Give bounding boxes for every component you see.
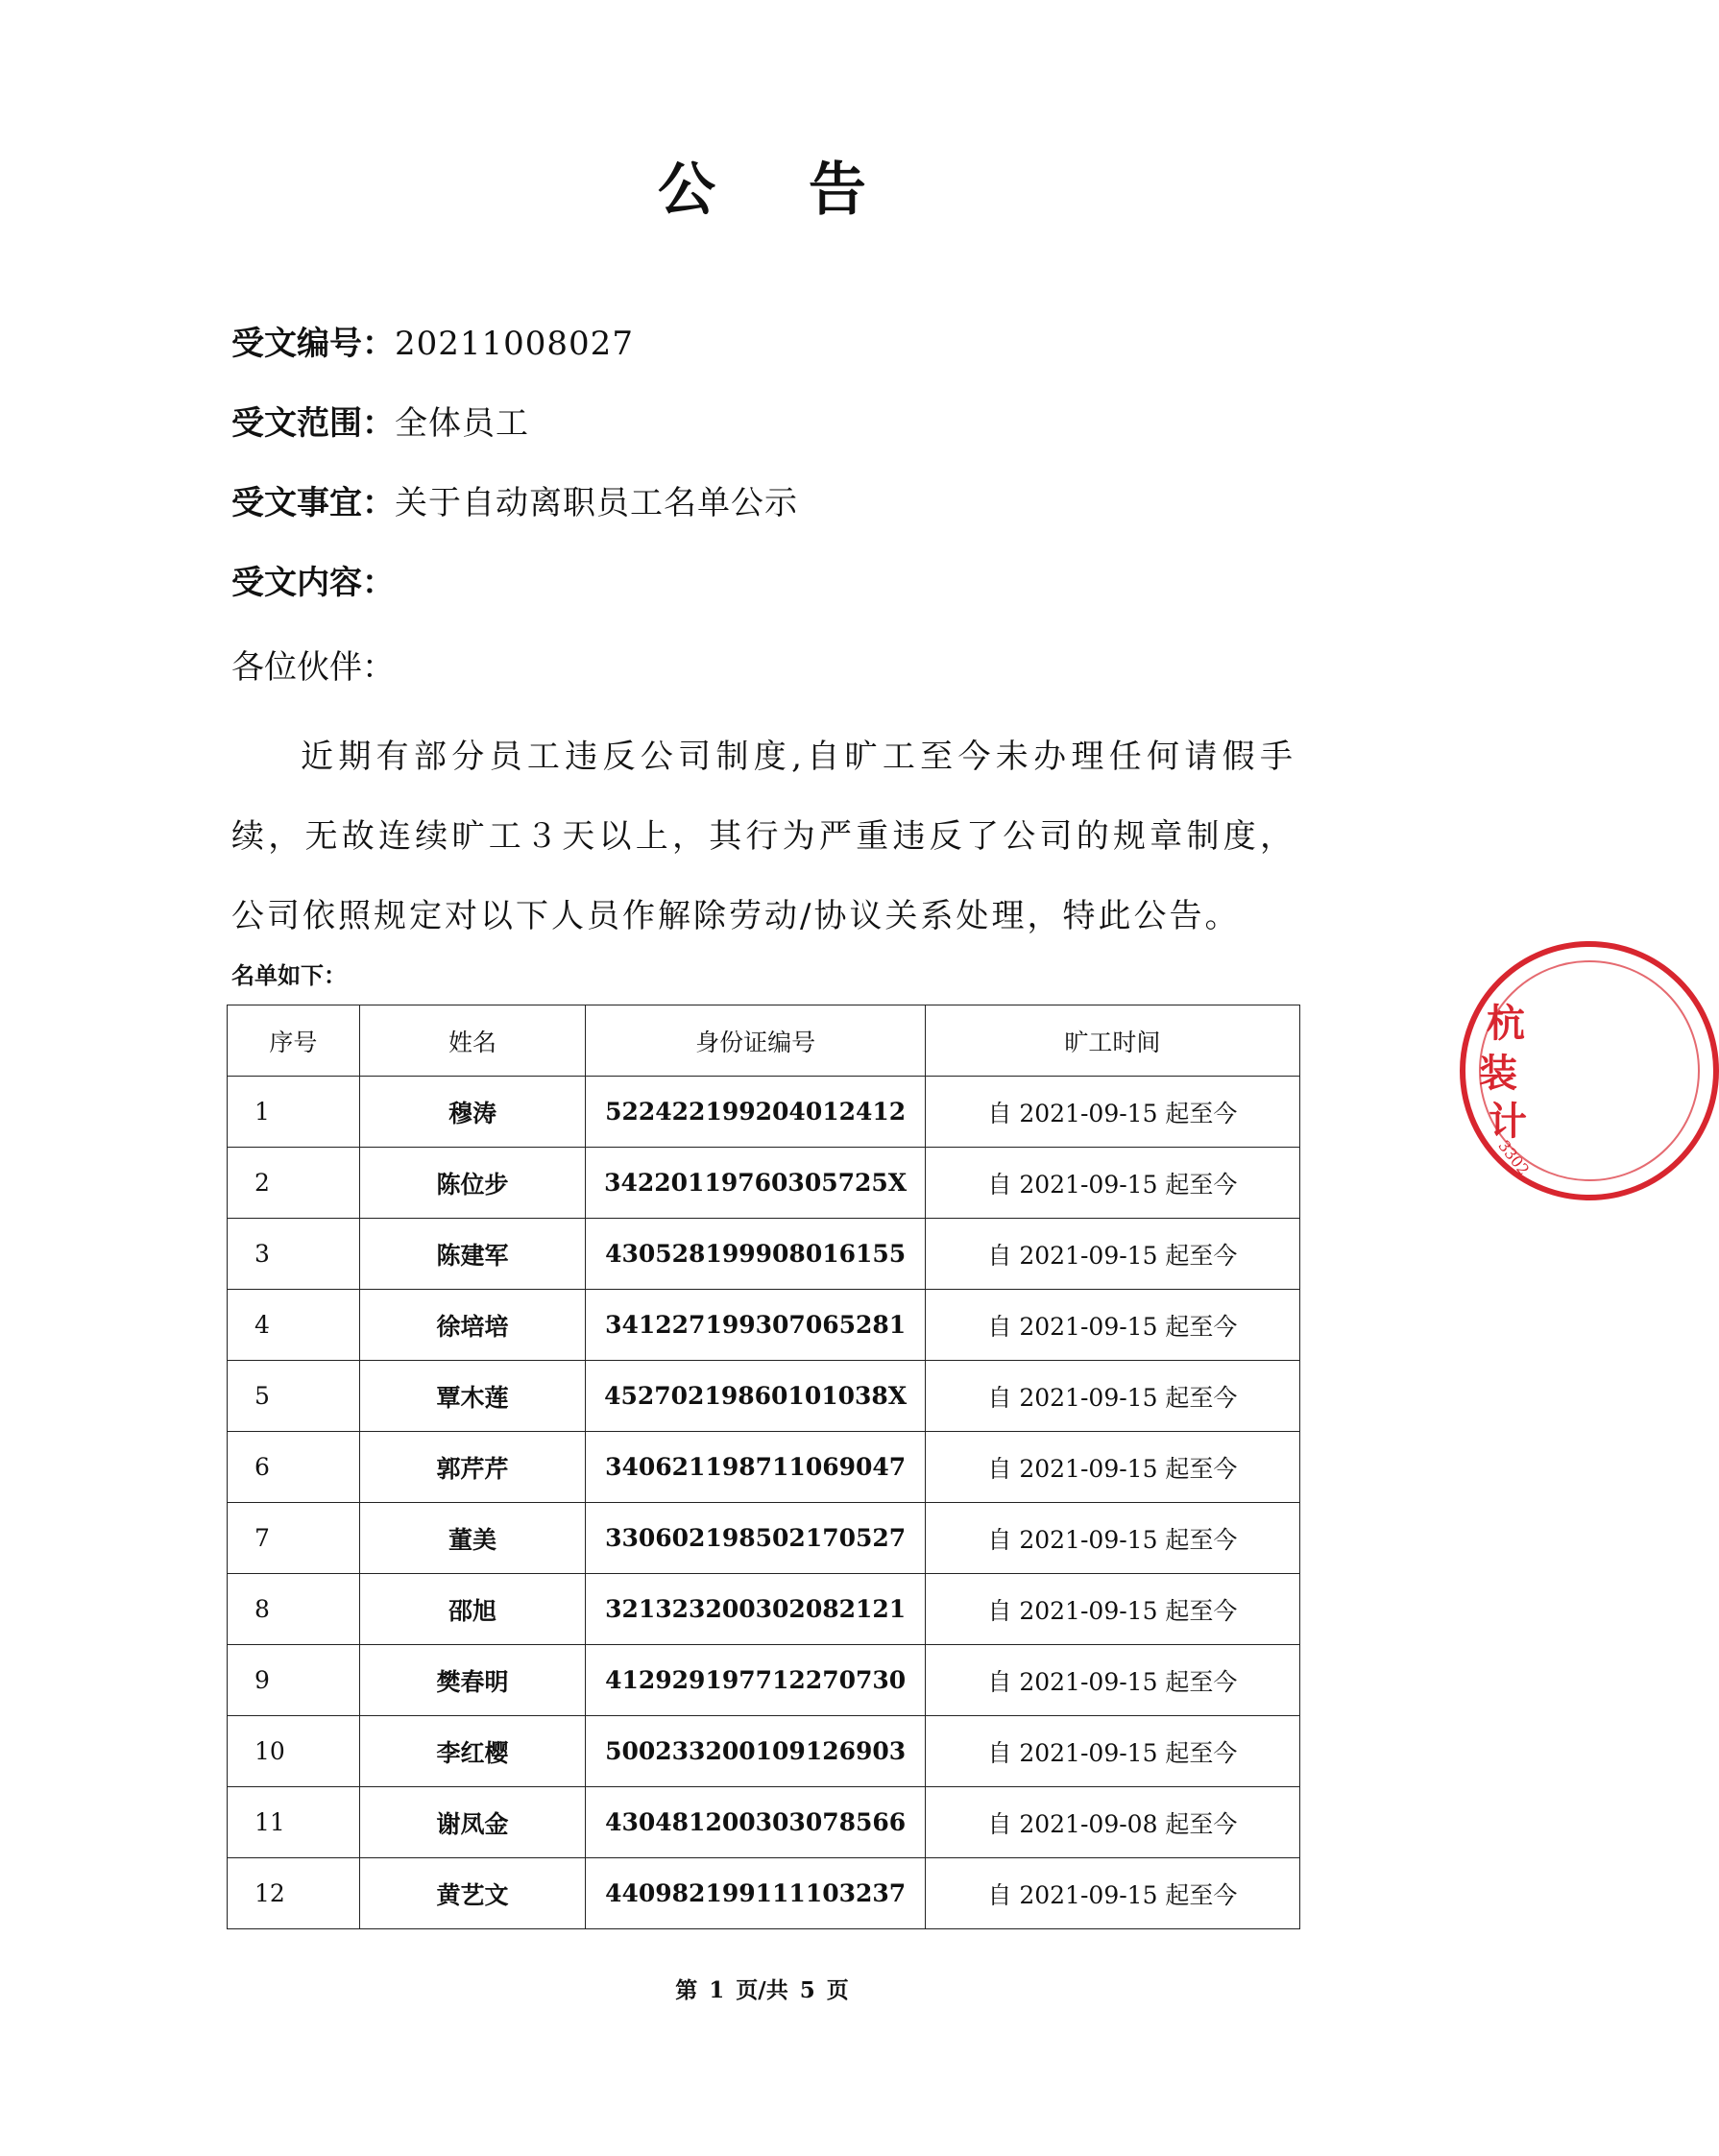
row-index: 8: [228, 1574, 360, 1645]
id-number: 500233200109126903: [586, 1716, 925, 1787]
id-number: 45270219860101038X: [586, 1361, 925, 1432]
table-row: [228, 1574, 1300, 1645]
employee-name: 董美: [359, 1503, 586, 1574]
absence-time: 自 2021-09-15 起至今: [925, 1219, 1299, 1290]
absence-time: 自 2021-09-15 起至今: [925, 1858, 1299, 1929]
row-index: 4: [228, 1290, 360, 1361]
meta-label: 受文范围：: [231, 404, 395, 443]
employee-name: 郭芹芹: [359, 1432, 586, 1503]
body-paragraph: 近期有部分员工违反公司制度,自旷工至今未办理任何请假手续，无故连续旷工３天以上，其行为严重违反了公司的规章制度，公司依照规定对以下人员作解除劳动/协议关系处理，特此公告。: [231, 738, 1295, 935]
absence-time: 自 2021-09-15 起至今: [925, 1148, 1299, 1219]
meta-value: 关于自动离职员工名单公示: [395, 484, 798, 522]
row-index: 12: [228, 1858, 360, 1929]
absence-time: 自 2021-09-08 起至今: [925, 1787, 1299, 1858]
row-index: 9: [228, 1645, 360, 1716]
absence-time: 自 2021-09-15 起至今: [925, 1503, 1299, 1574]
greeting: 各位伙伴：: [231, 648, 395, 687]
id-number: 430481200303078566: [586, 1787, 925, 1858]
seal-char: 计: [1489, 1099, 1527, 1144]
absence-time: 自 2021-09-15 起至今: [925, 1290, 1299, 1361]
table-row: [228, 1645, 1300, 1716]
id-number: 321323200302082121: [586, 1574, 925, 1645]
meta-value: 20211008027: [395, 325, 634, 363]
meta-value: 全体员工: [395, 404, 529, 443]
id-number: 341227199307065281: [586, 1290, 925, 1361]
row-index: 6: [228, 1432, 360, 1503]
header-index: 序号: [228, 1005, 360, 1077]
table-row: [228, 1432, 1300, 1503]
header-name: 姓名: [359, 1005, 586, 1077]
meta-row-subject: [231, 482, 798, 524]
table-row: [228, 1503, 1300, 1574]
seal-char: 杭: [1487, 1001, 1525, 1046]
meta-label: 受文事宜：: [231, 484, 395, 522]
id-number: 522422199204012412: [586, 1077, 925, 1148]
table-row: [228, 1787, 1300, 1858]
employee-name: 樊春明: [359, 1645, 586, 1716]
employee-name: 谢凤金: [359, 1787, 586, 1858]
id-number: 412929197712270730: [586, 1645, 925, 1716]
employee-name: 穆涛: [359, 1077, 586, 1148]
seal-char: 装: [1479, 1051, 1517, 1096]
table-row: [228, 1361, 1300, 1432]
meta-label: 受文编号：: [231, 325, 395, 363]
row-index: 10: [228, 1716, 360, 1787]
page-footer: 第 1 页/共 5 页: [675, 1977, 849, 2003]
seal-number: 3302: [1494, 1136, 1534, 1179]
absence-time: 自 2021-09-15 起至今: [925, 1432, 1299, 1503]
employee-name: 黄艺文: [359, 1858, 586, 1929]
absence-time: 自 2021-09-15 起至今: [925, 1077, 1299, 1148]
table-row: [228, 1290, 1300, 1361]
absence-time: 自 2021-09-15 起至今: [925, 1645, 1299, 1716]
meta-row-scope: [231, 402, 529, 445]
absence-time: 自 2021-09-15 起至今: [925, 1574, 1299, 1645]
company-seal: [1460, 941, 1719, 1200]
id-number: 330602198502170527: [586, 1503, 925, 1574]
row-index: 2: [228, 1148, 360, 1219]
id-number: 340621198711069047: [586, 1432, 925, 1503]
table-row: [228, 1219, 1300, 1290]
id-number: 440982199111103237: [586, 1858, 925, 1929]
absence-time: 自 2021-09-15 起至今: [925, 1716, 1299, 1787]
row-index: 5: [228, 1361, 360, 1432]
employee-name: 徐培培: [359, 1290, 586, 1361]
table-body: [228, 1077, 1300, 1929]
row-index: 11: [228, 1787, 360, 1858]
id-number: 34220119760305725X: [586, 1148, 925, 1219]
employee-name: 陈位步: [359, 1148, 586, 1219]
header-id-number: 身份证编号: [586, 1005, 925, 1077]
table-header-row: [228, 1005, 1300, 1077]
table-row: [228, 1716, 1300, 1787]
row-index: 7: [228, 1503, 360, 1574]
meta-label: 受文内容：: [231, 564, 395, 602]
meta-row-doc-number: [231, 323, 634, 365]
table-row: [228, 1858, 1300, 1929]
table-row: [228, 1077, 1300, 1148]
header-absence-time: 旷工时间: [925, 1005, 1299, 1077]
meta-row-content: [231, 562, 395, 604]
table-row: [228, 1148, 1300, 1219]
employee-name: 覃木莲: [359, 1361, 586, 1432]
row-index: 1: [228, 1077, 360, 1148]
employee-name: 邵旭: [359, 1574, 586, 1645]
row-index: 3: [228, 1219, 360, 1290]
employee-table: [227, 1005, 1300, 1929]
list-heading: 名单如下：: [231, 961, 347, 989]
id-number: 430528199908016155: [586, 1219, 925, 1290]
employee-name: 陈建军: [359, 1219, 586, 1290]
absence-time: 自 2021-09-15 起至今: [925, 1361, 1299, 1432]
notice-title: 公 告: [658, 157, 903, 224]
employee-name: 李红樱: [359, 1716, 586, 1787]
